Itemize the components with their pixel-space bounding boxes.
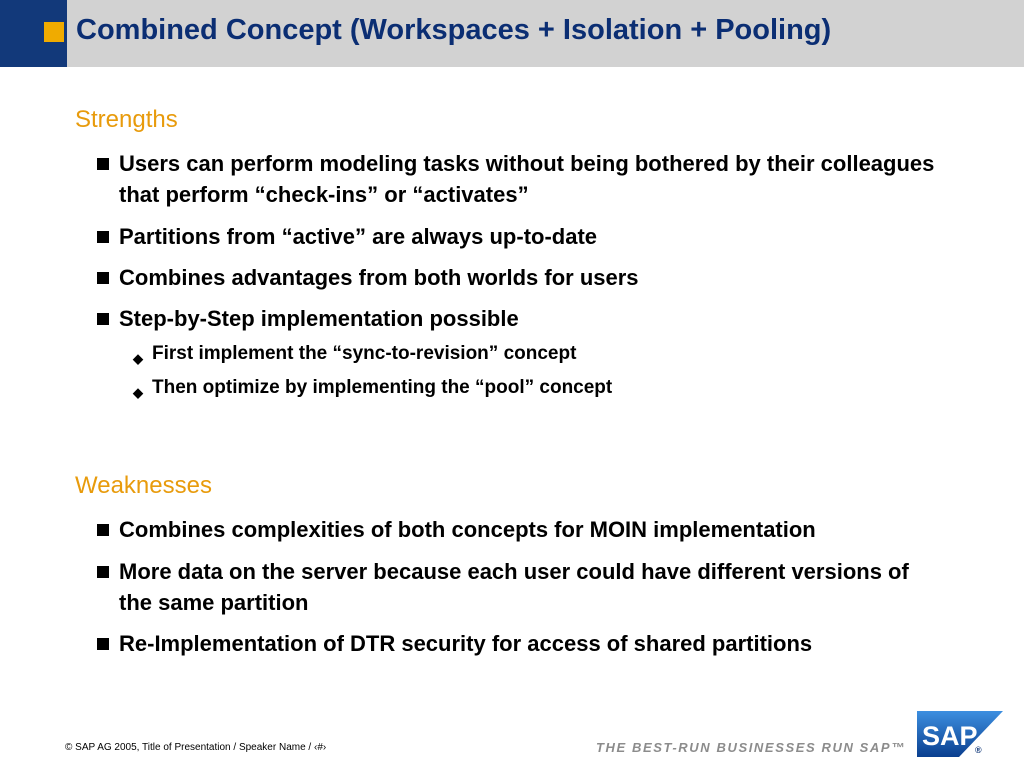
footer-copyright: © SAP AG 2005, Title of Presentation / Speaker Name / ‹#› — [65, 742, 327, 753]
footer-tagline: THE BEST-RUN BUSINESSES RUN SAP™ — [596, 740, 906, 755]
slide-title: Combined Concept (Workspaces + Isolation + Pooling) — [76, 14, 832, 46]
strengths-heading: Strengths — [75, 106, 178, 133]
square-bullet-icon — [97, 524, 109, 536]
header-accent-square — [44, 22, 64, 42]
weakness-bullet-1: Combines complexities of both concepts for MOIN implementation — [97, 514, 937, 545]
square-bullet-icon — [97, 158, 109, 170]
square-bullet-icon — [97, 272, 109, 284]
square-bullet-icon — [97, 313, 109, 325]
weakness-bullet-3: Re-Implementation of DTR security for access of shared partitions — [97, 628, 937, 659]
strength-sub-bullet-1: ◆ First implement the “sync-to-revision” concept — [133, 341, 933, 367]
strength-bullet-3: Combines advantages from both worlds for users — [97, 262, 937, 293]
strength-sub-bullet-2: ◆ Then optimize by implementing the “pool” concept — [133, 375, 933, 401]
diamond-bullet-icon: ◆ — [133, 385, 143, 400]
diamond-bullet-icon: ◆ — [133, 351, 143, 366]
sap-logo-text: SAP — [922, 721, 978, 751]
svg-text:®: ® — [975, 745, 982, 755]
weaknesses-heading: Weaknesses — [75, 472, 212, 499]
strength-bullet-4: Step-by-Step implementation possible — [97, 303, 937, 334]
square-bullet-icon — [97, 566, 109, 578]
sap-logo — [917, 711, 1003, 757]
strength-bullet-1: Users can perform modeling tasks without being bothered by their colleagues that perform “check-ins” or “activates” — [97, 148, 937, 210]
header-bar — [0, 0, 1024, 67]
square-bullet-icon — [97, 231, 109, 243]
square-bullet-icon — [97, 638, 109, 650]
weakness-bullet-2: More data on the server because each user could have different versions of the same partition — [97, 556, 937, 618]
strength-bullet-2: Partitions from “active” are always up-to-date — [97, 221, 937, 252]
